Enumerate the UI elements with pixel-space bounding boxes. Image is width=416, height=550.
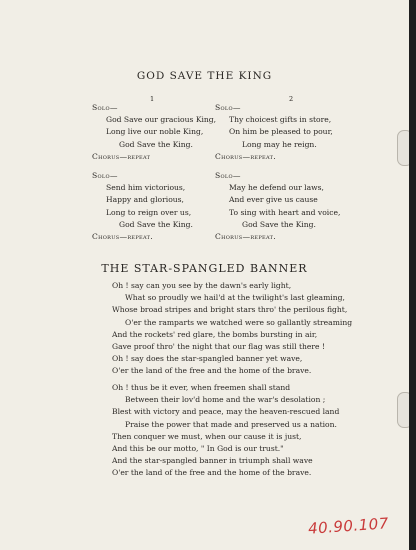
handwritten-accession-number: 40.90.107 <box>307 514 390 538</box>
text-line: O'er the land of the free and the home of the brave. <box>112 366 312 376</box>
text-line: Whose broad stripes and bright stars thro' the perilous fight, <box>112 305 348 315</box>
text-line: God Save the King. <box>242 219 316 229</box>
verse-number-2: 2 <box>289 95 294 103</box>
text-line: Chorus—repeat. <box>92 232 153 242</box>
text-line: On him be pleased to pour, <box>229 127 333 137</box>
song-title-god-save-the-king: GOD SAVE THE KING <box>136 70 273 82</box>
text-line: Blest with victory and peace, may the heaven-rescued land <box>112 407 340 417</box>
text-line: God Save the King. <box>119 139 193 149</box>
text-line: Solo— <box>215 103 241 112</box>
text-line: What so proudly we hail'd at the twilight's last gleaming, <box>125 293 345 303</box>
text-line: Thy choicest gifts in store, <box>229 115 332 125</box>
text-line: And the rockets' red glare, the bombs bursting in air, <box>112 329 318 339</box>
text-line: O'er the land of the free and the home of the brave. <box>112 468 312 478</box>
text-line: To sing with heart and voice, <box>229 207 341 217</box>
text-line: Happy and glorious, <box>106 195 184 205</box>
stanza-3 <box>92 170 193 243</box>
page-edge <box>409 0 416 550</box>
text-line: Between their lov'd home and the war's desolation ; <box>125 395 326 405</box>
stanza-4 <box>215 170 340 243</box>
text-line: And this be our motto, " In God is our trust." <box>112 444 284 454</box>
text-line: Oh ! say does the star-spangled banner yet wave, <box>112 354 303 364</box>
text-line: Long to reign over us, <box>106 207 192 217</box>
text-line: Chorus—repeat. <box>215 232 276 242</box>
stanza-2 <box>215 102 333 163</box>
song-title-star-spangled-banner: THE STAR-SPANGLED BANNER <box>101 262 308 275</box>
text-line: Gave proof thro' the night that our flag was still there ! <box>112 342 326 352</box>
text-line: And the star-spangled banner in triumph shall wave <box>112 456 313 466</box>
stanza-1 <box>92 102 216 163</box>
text-line: Long live our noble King, <box>106 127 204 137</box>
text-line: O'er the ramparts we watched were so gallantly streaming <box>125 317 353 327</box>
verse-1 <box>112 280 352 378</box>
text-line: Solo— <box>92 103 118 112</box>
text-line: God Save the King. <box>119 219 193 229</box>
text-line: Oh ! thus be it ever, when freemen shall stand <box>112 383 291 392</box>
text-line: Chorus—repeat. <box>215 151 276 161</box>
text-line: Chorus—repeat <box>92 151 151 161</box>
verse-2 <box>112 382 339 480</box>
text-line: May he defend our laws, <box>229 183 324 193</box>
text-line: Send him victorious, <box>106 183 186 193</box>
text-line: God Save our gracious King, <box>106 115 217 125</box>
text-line: And ever give us cause <box>229 195 318 205</box>
text-line: Long may he reign. <box>242 139 317 149</box>
verse-number-1: 1 <box>150 95 155 103</box>
text-line: Praise the power that made and preserved us a nation. <box>125 419 337 429</box>
text-line: Solo— <box>92 171 118 180</box>
text-line: Oh ! say can you see by the dawn's early light, <box>112 281 292 290</box>
text-line: Then conquer we must, when our cause it is just, <box>112 431 302 441</box>
text-line: Solo— <box>215 171 241 180</box>
